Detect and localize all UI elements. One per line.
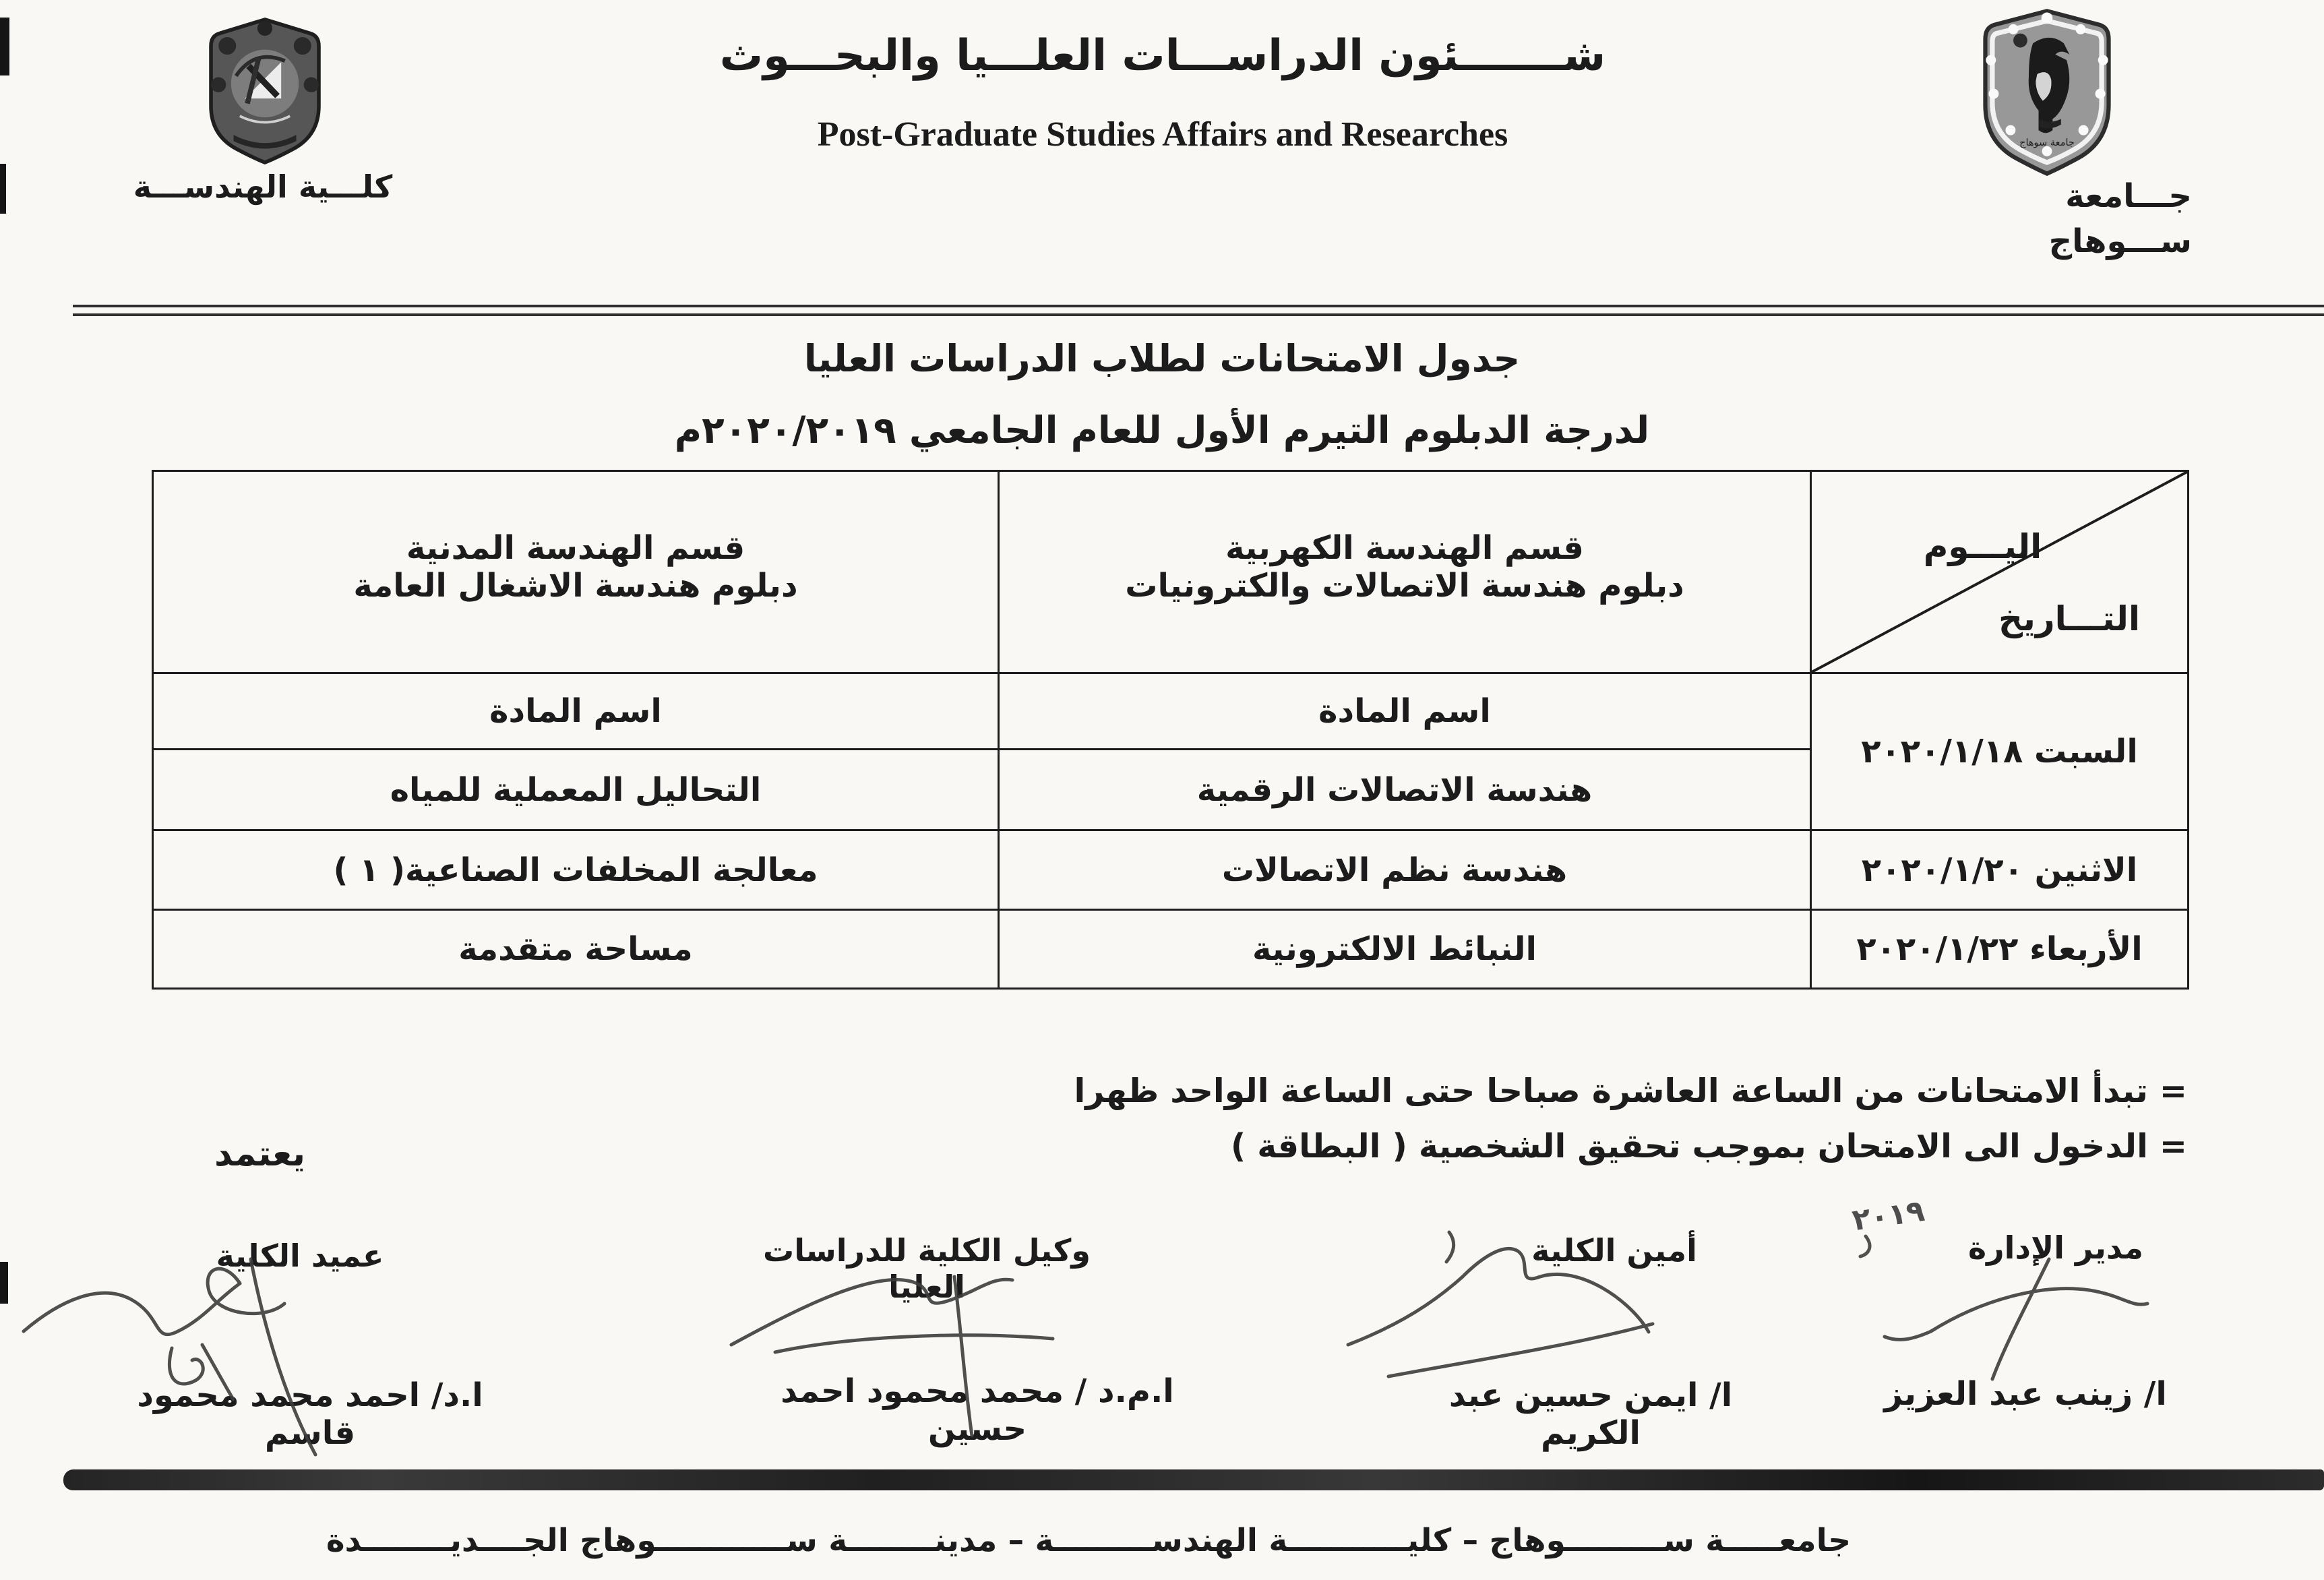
diagonal-divider — [1812, 472, 2187, 672]
electrical-diploma-name: دبلوم هندسة الاتصالات والكترونيات — [1125, 566, 1684, 605]
signer-name-faculty-secretary: ا/ ايمن حسين عبد الكريم — [1448, 1376, 1733, 1452]
note-line: = الدخول الى الامتحان بموجب تحقيق الشخصية ( البطاقة ) — [1230, 1127, 2187, 1166]
signer-title-dean: عميد الكلية — [216, 1238, 384, 1274]
table-header-row — [153, 471, 2189, 673]
subject-header-row — [153, 673, 2189, 750]
approval-label: يعتمد — [214, 1134, 306, 1174]
signer-name-admin-director: ا/ زينب عبد العزيز — [1884, 1375, 2167, 1413]
signer-name-vice-dean: ا.م.د / محمد محمود احمد حسين — [781, 1372, 1174, 1448]
subject-header-cell: اسم المادة — [999, 673, 1811, 750]
sohag-university-shield-icon — [1977, 7, 2117, 178]
table-row — [153, 830, 2189, 910]
schedule-title: جدول الامتحانات لطلاب الدراسات العليا — [803, 337, 1521, 380]
university-name-line1: جـــامعة — [2065, 177, 2192, 215]
footer-address: جامعـــــة ســـــــــوهاج – كليـــــــــــة الهندســـــــــة – مدينــــــــة ســــــــــــوهاج الجــــديــــــــدة — [326, 1522, 1852, 1559]
electrical-subject-cell: هندسة الاتصالات الرقمية — [999, 750, 1811, 830]
signer-title-admin-director: مدير الإدارة — [1968, 1229, 2143, 1266]
civil-subject-cell: التحاليل المعملية للمياه — [153, 750, 999, 830]
electrical-subject-cell: هندسة نظم الاتصالات — [999, 830, 1811, 910]
electrical-dept-name: قسم الهندسة الكهربية — [1225, 528, 1584, 567]
engineering-shield-icon — [202, 13, 328, 169]
university-name-line2: ســـوهاج — [2048, 222, 2192, 261]
date-cell: الاثنين ٢٠٢٠/١/٢٠ — [1811, 830, 2189, 910]
civil-subject-cell: مساحة متقدمة — [153, 910, 999, 989]
table-row — [153, 910, 2189, 989]
signer-name-dean: ا.د/ احمد محمد محمود قاسم — [137, 1376, 483, 1452]
university-name-label — [1914, 174, 2192, 264]
signer-title-vice-dean: وكيل الكلية للدراسات العليا — [762, 1232, 1091, 1305]
exam-schedule-table — [152, 470, 2189, 990]
org-name-arabic: شـــــــئون الدراســـات العلـــيا والبحـــوث — [719, 31, 1606, 81]
svg-text:جامعة سوهاج: جامعة سوهاج — [2019, 137, 2075, 149]
org-name-english: Post-Graduate Studies Affairs and Researches — [817, 115, 1508, 154]
scan-artifact — [0, 1262, 8, 1304]
day-header-label: اليـــوم — [1923, 527, 2042, 566]
schedule-subtitle: لدرجة الدبلوم التيرم الأول للعام الجامعي ٢٠٢٠/٢٠١٩م — [674, 408, 1650, 452]
footer-bar — [63, 1469, 2324, 1490]
date-cell: الأربعاء ٢٠٢٠/١/٢٢ — [1811, 910, 2189, 989]
day-date-header-cell — [1811, 471, 2189, 673]
header-divider-rule — [73, 305, 2324, 316]
exam-notes — [1008, 1064, 2187, 1175]
date-header-label: التـــاريخ — [1998, 599, 2140, 638]
subject-header-cell: اسم المادة — [153, 673, 999, 750]
electrical-dept-header-cell — [999, 471, 1811, 673]
civil-subject-cell: معالجة المخلفات الصناعية( ١ ) — [153, 830, 999, 910]
civil-diploma-name: دبلوم هندسة الاشغال العامة — [353, 566, 798, 605]
scan-artifact — [0, 164, 6, 214]
civil-dept-header-cell — [153, 471, 999, 673]
scan-artifact — [0, 18, 9, 75]
civil-dept-name: قسم الهندسة المدنية — [406, 528, 745, 567]
signer-title-faculty-secretary: أمين الكلية — [1531, 1232, 1697, 1269]
note-line: = تبدأ الامتحانات من الساعة العاشرة صباحا حتى الساعة الواحد ظهرا — [1074, 1072, 2187, 1110]
faculty-name-label: كلـــية الهندســـة — [133, 169, 393, 205]
electrical-subject-cell: النبائط الالكترونية — [999, 910, 1811, 989]
date-cell: السبت ٢٠٢٠/١/١٨ — [1811, 673, 2189, 830]
handwritten-year-note: ٢٠١٩ — [1849, 1193, 1927, 1238]
